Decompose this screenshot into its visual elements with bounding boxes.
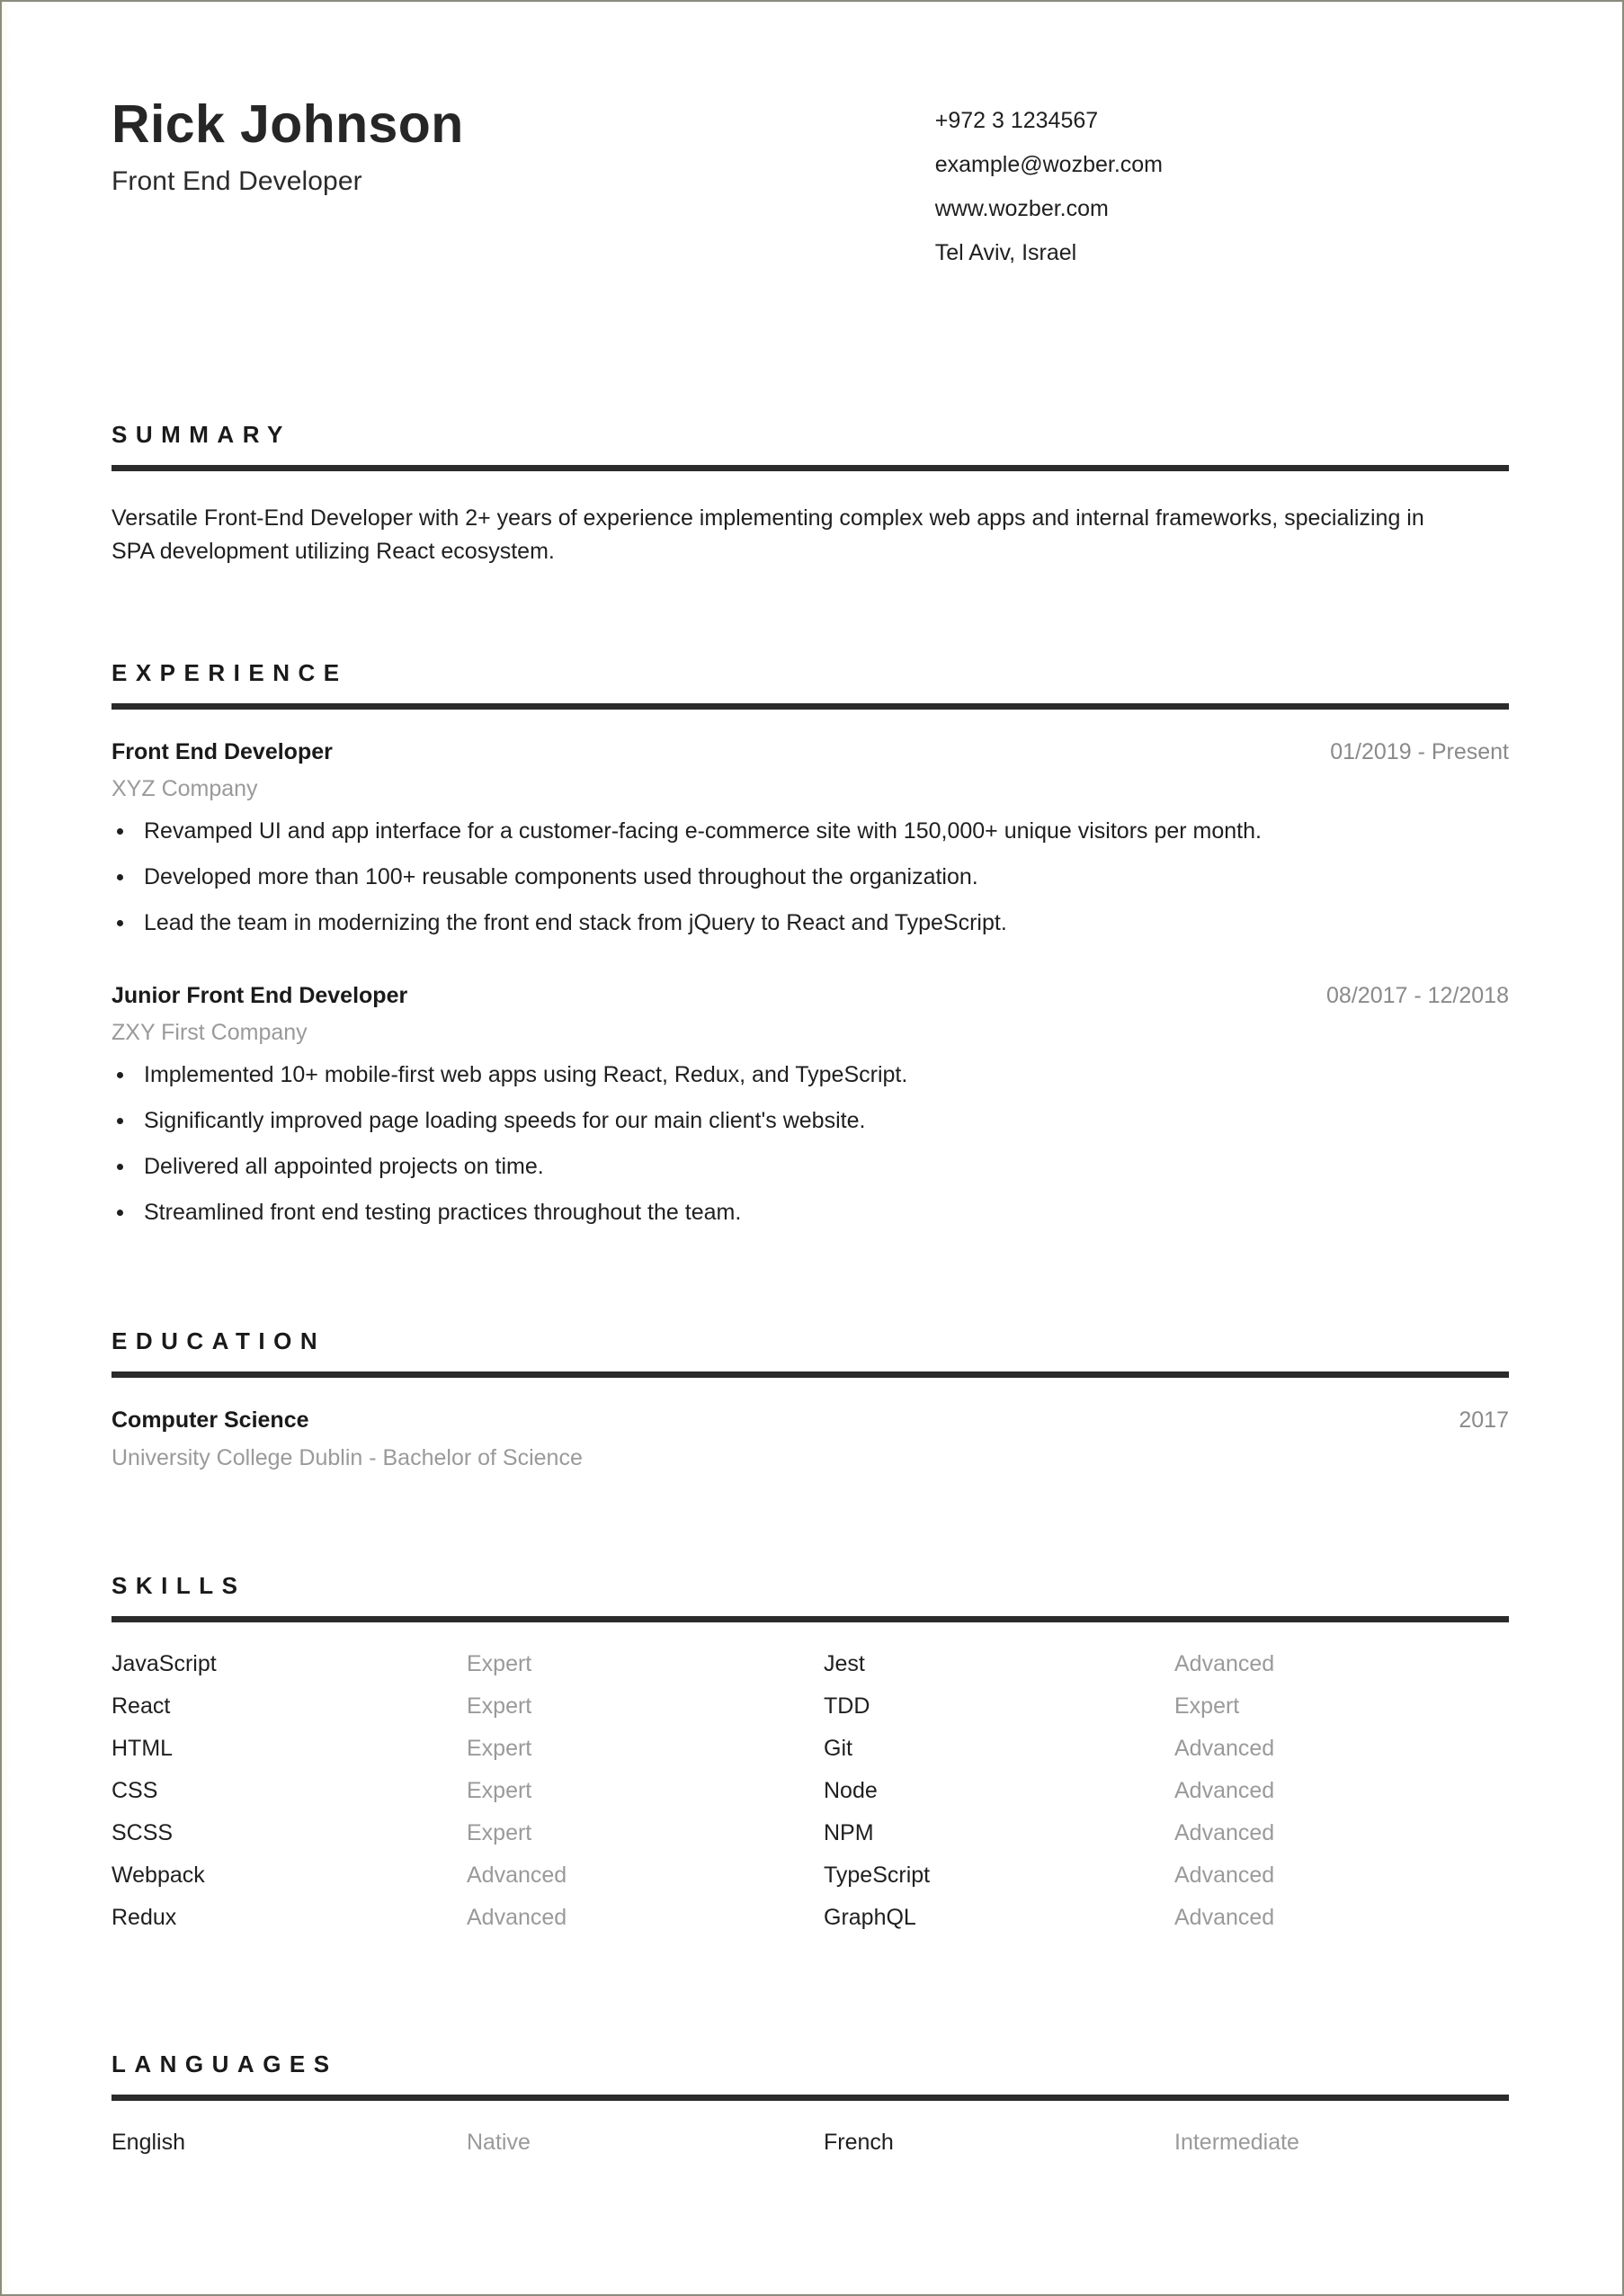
skill-level: Advanced — [1174, 1778, 1275, 1803]
bullet-dot-icon — [117, 1118, 123, 1124]
skill-level: Expert — [467, 1820, 532, 1845]
experience-role: Junior Front End Developer — [112, 983, 408, 1008]
experience-bullet — [112, 1107, 1509, 1134]
section-heading-experience: EXPERIENCE — [112, 659, 348, 686]
identity-block — [112, 94, 464, 197]
language-level: Intermediate — [1174, 2130, 1299, 2155]
experience-role: Front End Developer — [112, 739, 333, 764]
experience-company: XYZ Company — [112, 775, 258, 801]
experience-bullets — [112, 1061, 1509, 1226]
section-rule-languages — [112, 2095, 1509, 2101]
experience-bullet-text: Lead the team in modernizing the front end stack from jQuery to React and TypeScript. — [144, 910, 1007, 935]
skill-level: Advanced — [1174, 1863, 1275, 1888]
experience-company: ZXY First Company — [112, 1019, 308, 1045]
skill-level: Expert — [1174, 1693, 1240, 1719]
contact-email: example@wozber.com — [934, 152, 1163, 177]
section-skills — [112, 1574, 1509, 1949]
experience-bullets — [112, 817, 1509, 936]
experience-entry — [112, 984, 1509, 1226]
contact-website: www.wozber.com — [934, 196, 1109, 221]
skill-level: Advanced — [467, 1905, 567, 1930]
experience-bullet — [112, 1153, 1509, 1180]
skill-name: Redux — [112, 1905, 177, 1930]
skill-name: Node — [824, 1778, 878, 1803]
skill-level: Advanced — [1174, 1820, 1275, 1845]
education-degree: Computer Science — [112, 1407, 309, 1433]
language-name: French — [824, 2130, 894, 2155]
resume-content — [2, 2, 1622, 2154]
skills-body — [112, 1622, 1509, 1949]
section-languages — [112, 2052, 1509, 2154]
experience-bullet-text: Developed more than 100+ reusable components used throughout the organization. — [144, 864, 978, 889]
experience-bullet — [112, 1061, 1509, 1088]
bullet-dot-icon — [117, 1072, 123, 1078]
experience-bullet-text: Implemented 10+ mobile-first web apps using React, Redux, and TypeScript. — [144, 1062, 908, 1087]
experience-bullet — [112, 1199, 1509, 1226]
experience-date: 08/2017 - 12/2018 — [1326, 983, 1509, 1008]
section-rule-skills — [112, 1616, 1509, 1622]
bullet-dot-icon — [117, 874, 123, 880]
skill-name: CSS — [112, 1778, 158, 1803]
languages-grid — [112, 2131, 1509, 2154]
experience-bullet-text: Revamped UI and app interface for a customer-facing e-commerce site with 150,000+ unique visitors per month. — [144, 818, 1262, 844]
experience-bullet — [112, 863, 1509, 890]
skill-name: React — [112, 1693, 171, 1719]
section-heading-languages: LANGUAGES — [112, 2050, 338, 2077]
contact-phone: +972 3 1234567 — [934, 108, 1099, 133]
section-rule-experience — [112, 703, 1509, 710]
bullet-dot-icon — [117, 828, 123, 835]
bullet-dot-icon — [117, 1164, 123, 1170]
skill-level: Expert — [467, 1651, 532, 1676]
experience-date: 01/2019 - Present — [1330, 739, 1509, 764]
experience-bullet — [112, 817, 1509, 844]
skill-name: Jest — [824, 1651, 865, 1676]
language-level: Native — [467, 2130, 531, 2155]
languages-body — [112, 2101, 1509, 2154]
skill-level: Expert — [467, 1736, 532, 1761]
summary-body — [112, 471, 1509, 568]
skills-grid — [112, 1653, 1509, 1949]
skill-name: HTML — [112, 1736, 174, 1761]
skill-name: GraphQL — [824, 1905, 916, 1930]
skill-name: NPM — [824, 1820, 874, 1845]
section-experience — [112, 661, 1509, 1226]
experience-body — [112, 710, 1509, 1226]
skill-level: Expert — [467, 1693, 532, 1719]
experience-bullet-text: Streamlined front end testing practices throughout the team. — [144, 1200, 742, 1225]
experience-entry — [112, 740, 1509, 936]
skill-name: SCSS — [112, 1820, 174, 1845]
skill-name: Git — [824, 1736, 852, 1761]
section-heading-education: EDUCATION — [112, 1327, 326, 1354]
summary-text: Versatile Front-End Developer with 2+ years of experience implementing complex web apps and internal frameworks, specializing in SPA development utilizing React ecosystem. — [112, 505, 1424, 564]
skill-name: TDD — [824, 1693, 870, 1719]
education-body — [112, 1378, 1509, 1470]
section-rule-education — [112, 1371, 1509, 1378]
skill-level: Advanced — [1174, 1651, 1275, 1676]
section-summary — [112, 423, 1509, 568]
section-education — [112, 1329, 1509, 1470]
section-rule-summary — [112, 465, 1509, 471]
candidate-name: Rick Johnson — [112, 94, 464, 154]
skill-level: Advanced — [1174, 1736, 1275, 1761]
resume-header — [112, 68, 1509, 264]
candidate-job-title: Front End Developer — [112, 166, 362, 197]
experience-entry-header — [112, 740, 1509, 765]
education-entry — [112, 1408, 1509, 1470]
bullet-dot-icon — [117, 1210, 123, 1216]
contact-location: Tel Aviv, Israel — [934, 240, 1077, 265]
skill-name: Webpack — [112, 1863, 205, 1888]
skill-name: TypeScript — [824, 1863, 931, 1888]
experience-bullet-text: Significantly improved page loading speeds for our main client's website. — [144, 1108, 866, 1133]
education-entry-header — [112, 1408, 1509, 1434]
experience-bullet — [112, 909, 1509, 936]
experience-bullet-text: Delivered all appointed projects on time. — [144, 1154, 544, 1179]
section-heading-summary: SUMMARY — [112, 421, 291, 448]
skill-level: Expert — [467, 1778, 532, 1803]
skill-level: Advanced — [467, 1863, 567, 1888]
experience-entry-header — [112, 984, 1509, 1009]
contact-block — [935, 94, 1509, 264]
skill-level: Advanced — [1174, 1905, 1275, 1930]
education-school: University College Dublin - Bachelor of Science — [112, 1444, 583, 1470]
bullet-dot-icon — [117, 920, 123, 926]
section-heading-skills: SKILLS — [112, 1572, 246, 1599]
skill-name: JavaScript — [112, 1651, 217, 1676]
language-name: English — [112, 2130, 185, 2155]
education-year: 2017 — [1459, 1407, 1509, 1433]
